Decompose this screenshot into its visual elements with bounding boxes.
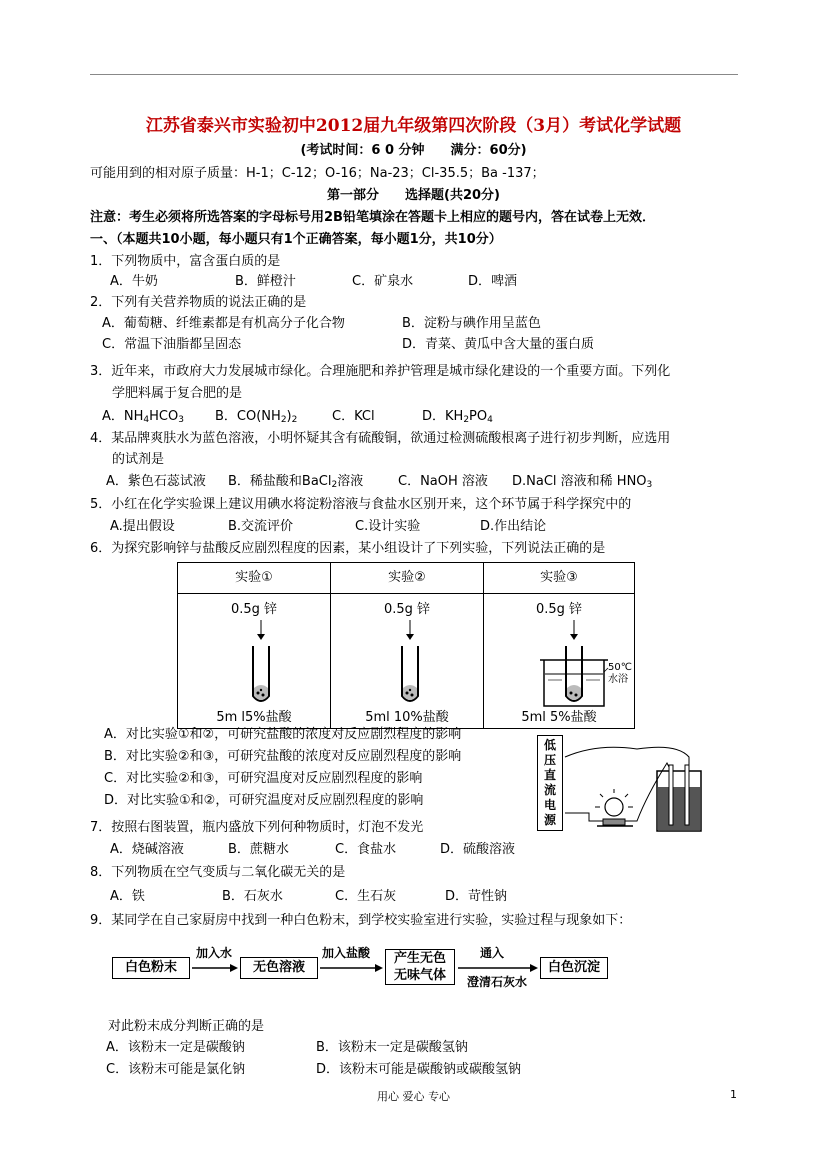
acid-label: 5ml 10%盐酸 <box>365 710 449 725</box>
q7-stem: 7．按照右图装置，瓶内盛放下列何种物质时，灯泡不发光 <box>90 820 424 835</box>
q7-option-d: D．硫酸溶液 <box>440 842 516 857</box>
q5-option-d: D.作出结论 <box>480 519 547 534</box>
q7-option-c: C．食盐水 <box>335 842 397 857</box>
flow-arrow-label: 通入 <box>480 946 505 960</box>
zinc-label: 0.5g 锌 <box>383 602 431 617</box>
q4-option-c: C．NaOH 溶液 <box>398 474 488 489</box>
q6-option-b: B．对比实验②和③，可研究盐酸的浓度对反应剧烈程度的影响 <box>104 749 462 764</box>
q8-stem: 8．下列物质在空气变质与二氧化碳无关的是 <box>90 865 346 880</box>
flow-arrows-icon <box>112 945 622 995</box>
q7-option-a: A．烧碱溶液 <box>110 842 184 857</box>
page-number: 1 <box>730 1088 737 1101</box>
page-title: 江苏省泰兴市实验初中2012届九年级第四次阶段（3月）考试化学试题 <box>145 116 682 136</box>
bath-temp-label: 50℃ <box>608 662 632 673</box>
q3-stem-line1: 3．近年来，市政府大力发展城市绿化。合理施肥和养护管理是城市绿化建设的一个重要方面。下列化 <box>90 364 671 379</box>
part-heading: 第一部分 选择题(共20分) <box>327 188 500 203</box>
atomic-mass: 可能用到的相对原子质量：H-1；C-12；O-16；Na-23；Cl-35.5；Ba -137； <box>90 166 545 181</box>
experiment-3-cell <box>484 594 635 729</box>
zinc-label: 0.5g 锌 <box>230 602 278 617</box>
q4-stem-line2: 的试剂是 <box>112 452 165 467</box>
q5-option-a: A.提出假设 <box>110 519 175 534</box>
zinc-label: 0.5g 锌 <box>535 602 583 617</box>
q5-option-c: C.设计实验 <box>355 519 421 534</box>
flow-box-precipitate: 白色沉淀 <box>540 957 608 979</box>
q7-option-b: B．蔗糖水 <box>228 842 289 857</box>
q3-stem-line2: 学肥料属于复合肥的是 <box>112 386 243 401</box>
experiment-2-header: 实验② <box>331 563 484 594</box>
flow-arrow-label: 加入盐酸 <box>322 946 371 960</box>
q9-option-d: D．该粉末可能是碳酸钠或碳酸氢钠 <box>316 1062 522 1077</box>
experiment-1-cell <box>178 594 331 729</box>
exam-info: (考试时间：6 0 分钟 满分：60分) <box>300 143 527 158</box>
q8-option-b: B．石灰水 <box>222 889 283 904</box>
experiment-table <box>177 562 635 729</box>
q1-option-b: B．鲜橙汁 <box>235 274 296 289</box>
q1-option-c: C．矿泉水 <box>352 274 414 289</box>
flow-arrow-label: 加入水 <box>196 946 233 960</box>
q6-stem: 6．为探究影响锌与盐酸反应剧烈程度的因素，某小组设计了下列实验，下列说法正确的是 <box>90 541 606 556</box>
q8-option-c: C．生石灰 <box>335 889 397 904</box>
q2-option-d: D．青菜、黄瓜中含大量的蛋白质 <box>402 337 595 352</box>
q1-stem: 1．下列物质中，富含蛋白质的是 <box>90 254 281 269</box>
acid-label: 5m l5%盐酸 <box>216 710 292 725</box>
experiment-1-header: 实验① <box>178 563 331 594</box>
q8-option-d: D．苛性钠 <box>445 889 508 904</box>
q6-option-c: C．对比实验②和③，可研究温度对反应剧烈程度的影响 <box>104 771 423 786</box>
q9-judge: 对此粉末成分判断正确的是 <box>108 1019 265 1034</box>
q4-option-b: B．稀盐酸和BaCl$_2$溶液 <box>228 474 364 490</box>
flow-box-solution: 无色溶液 <box>240 957 318 979</box>
power-source: 低 压 直 流 电 源 <box>537 735 563 831</box>
header-rule <box>90 74 738 75</box>
q2-option-b: B．淀粉与碘作用呈蓝色 <box>402 316 541 331</box>
experiment-2-cell <box>331 594 484 729</box>
q3-option-d: D．$KH_2PO_4$ <box>422 409 493 425</box>
q6-option-a: A．对比实验①和②，可研究盐酸的浓度对反应剧烈程度的影响 <box>104 727 462 742</box>
q4-option-a: A．紫色石蕊试液 <box>106 474 206 489</box>
footer-motto: 用心 爱心 专心 <box>377 1090 450 1103</box>
q9-option-a: A．该粉末一定是碳酸钠 <box>106 1040 245 1055</box>
q1-option-d: D．啤酒 <box>468 274 518 289</box>
q4-stem-line1: 4．某品牌爽肤水为蓝色溶液，小明怀疑其含有硫酸铜，欲通过检测硫酸根离子进行初步判断，应选用 <box>90 431 671 446</box>
q3-option-a: A．$NH_4HCO_3$ <box>102 409 184 425</box>
q8-option-a: A．铁 <box>110 889 145 904</box>
q9-stem: 9．某同学在自己家厨房中找到一种白色粉末，到学校实验室进行实验，实验过程与现象如下： <box>90 913 632 928</box>
q2-stem: 2．下列有关营养物质的说法正确的是 <box>90 295 307 310</box>
section-heading: 一、（本题共10小题，每小题只有1个正确答案，每小题1分，共10分） <box>90 232 502 247</box>
q5-option-b: B.交流评价 <box>228 519 294 534</box>
q9-option-b: B．该粉末一定是碳酸氢钠 <box>316 1040 468 1055</box>
circuit-icon <box>537 735 717 835</box>
flow-box-gas: 产生无色 无味气体 <box>385 949 455 985</box>
q3-option-c: C．KCl <box>332 409 375 424</box>
experiment-3-header: 实验③ <box>484 563 635 594</box>
flow-arrow-label: 澄清石灰水 <box>467 975 528 989</box>
q1-option-a: A．牛奶 <box>110 274 158 289</box>
q5-stem: 5．小红在化学实验课上建议用碘水将淀粉溶液与食盐水区别开来，这个环节属于科学探究中的 <box>90 497 632 512</box>
acid-label: 5ml 5%盐酸 <box>521 710 597 725</box>
circuit-figure <box>537 735 717 835</box>
flow-box-powder: 白色粉末 <box>112 957 190 979</box>
q4-option-d: D.NaCl 溶液和稀 $HNO_3$ <box>512 474 653 490</box>
q6-option-d: D．对比实验①和②，可研究温度对反应剧烈程度的影响 <box>104 793 424 808</box>
bath-label: 水浴 <box>608 674 628 685</box>
q3-option-b: B．$CO(NH_2)_2$ <box>215 409 298 425</box>
q2-option-c: C．常温下油脂都呈固态 <box>102 337 242 352</box>
q2-option-a: A．葡萄糖、纤维素都是有机高分子化合物 <box>102 316 345 331</box>
notice: 注意：考生必须将所选答案的字母标号用2B铅笔填涂在答题卡上相应的题号内，答在试卷上无效． <box>90 210 655 225</box>
q9-option-c: C．该粉末可能是氯化钠 <box>106 1062 246 1077</box>
